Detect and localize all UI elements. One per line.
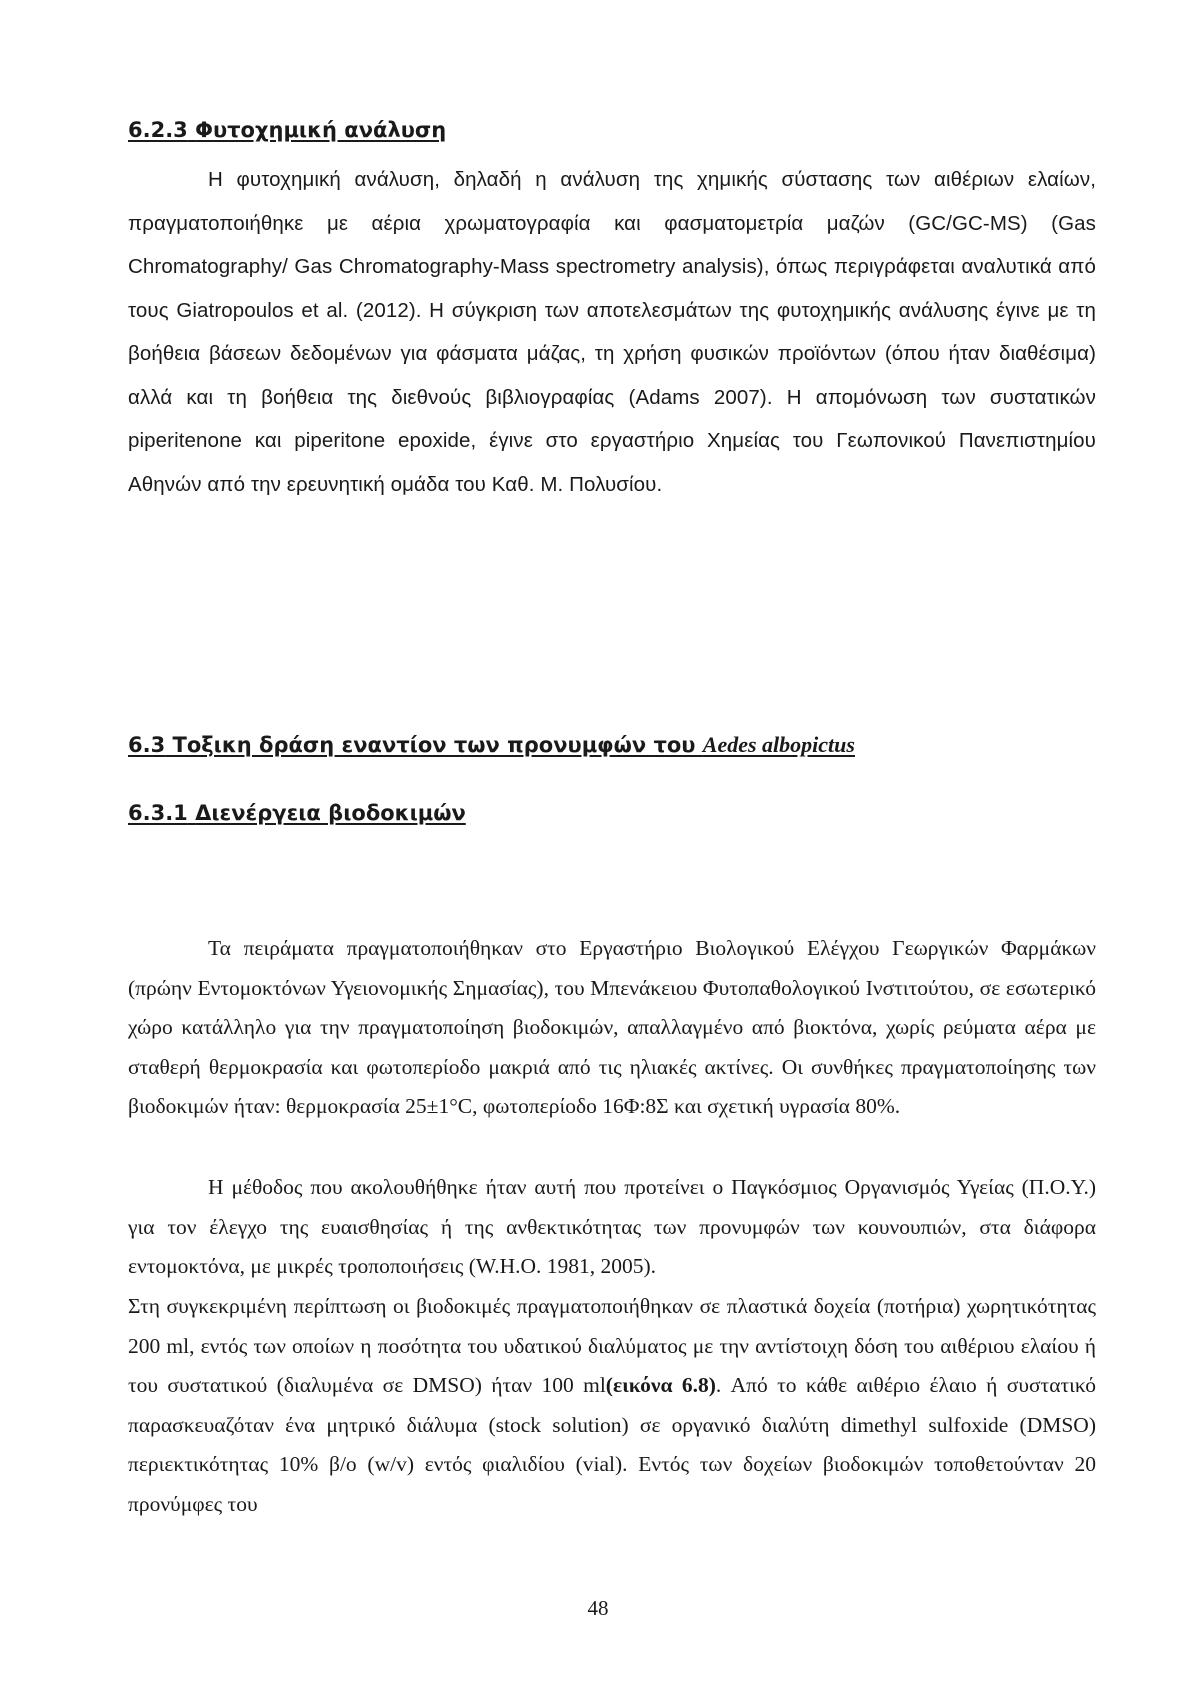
figure-reference: (εικόνα 6.8) (605, 1373, 716, 1398)
paragraph-bioassay-procedure (128, 1287, 1096, 1525)
paragraph-phytochemical-analysis: Η φυτοχημική ανάλυση, δηλαδή η ανάλυση της χημικής σύστασης των αιθέριων ελαίων, πραγματοποιήθηκε με αέρια χρωματογραφία και φασματομετρία μαζών (GC/GC-MS) (Gas Chromatography/ Gas Chromatography-Mass spectrometry analysis), όπως περιγράφεται αναλυτικά από τους Giatropoulos et al. (2012). Η σύγκριση των αποτελεσμάτων της φυτοχημικής ανάλυσης έγινε με τη βοήθεια βάσεων δεδομένων για φάσματα μάζας, τη χρήση φυσικών προϊόντων (όπου ήταν διαθέσιμα) αλλά και τη βοήθεια της διεθνούς βιβλιογραφίας (Adams 2007). Η απομόνωση των συστατικών piperitenone και piperitone epoxide, έγινε στο εργαστήριο Χημείας του Γεωπονικού Πανεπιστημίου Αθηνών από την ερευνητική ομάδα του Καθ. Μ. Πολυσίου. (128, 168, 1096, 496)
section-number: 6.3.1 (128, 801, 188, 825)
page-number: 48 (587, 1596, 609, 1620)
paragraph-experiment-conditions: Τα πειράματα πραγματοποιήθηκαν στο Εργαστήριο Βιολογικού Ελέγχου Γεωργικών Φαρμάκων (πρώην Εντομοκτόνων Υγειονομικής Σημασίας), του Μπενάκειου Φυτοπαθολογικού Ινστιτούτου, σε εσωτερικό χώρο κατάλληλο για την πραγματοποίηση βιοδοκιμών, απαλλαγμένο από βιοκτόνα, χωρίς ρεύματα αέρα με σταθερή θερμοκρασία και φωτοπερίοδο μακριά από τις ηλιακές ακτίνες. Οι συνθήκες πραγματοποίησης των βιοδοκιμών ήταν: θερμοκρασία 25±1°C, φωτοπερίοδο 16Φ:8Σ και σχετική υγρασία 80%. (128, 936, 1096, 1119)
species-name: Aedes albopictus (702, 732, 855, 757)
section-title: Φυτοχημική ανάλυση (195, 118, 447, 142)
section-number: 6.2.3 (128, 118, 188, 142)
section-title: Διενέργεια βιοδοκιμών (195, 801, 466, 825)
section-heading-6-3-1 (128, 801, 466, 825)
paragraph-method: Η μέθοδος που ακολουθήθηκε ήταν αυτή που προτείνει ο Παγκόσμιος Οργανισμός Υγείας (Π.Ο.Υ.) για τον έλεγχο της ευαισθησίας ή της ανθεκτικότητας των προνυμφών των κουνουπιών, στα διάφορα εντομοκτόνα, με μικρές τροποποιήσεις (W.H.O. 1981, 2005). (128, 1175, 1096, 1279)
paragraph-text-part-2: . Από το κάθε αιθέριο έλαιο ή συστατικό παρασκευαζόταν ένα μητρικό διάλυμα (stock solution) σε οργανικό διαλύτη dimethyl sulfoxide (DMSO) περιεκτικότητας 10% β/ο (w/v) εντός φιαλιδίου (vial). Εντός των δοχείων βιοδοκιμών τοποθετούνταν 20 προνύμφες του (128, 1373, 1096, 1516)
section-heading-6-3 (128, 732, 855, 758)
section-number: 6.3 (128, 733, 166, 757)
paragraph-text-part-1: Στη συγκεκριμένη περίπτωση οι βιοδοκιμές πραγματοποιήθηκαν σε πλαστικά δοχεία (ποτήρια) χωρητικότητας 200 ml, εντός των οποίων η ποσότητα του υδατικού διαλύματος με την αντίστοιχη δόση του αιθέριου ελαίου ή του συστατικού (διαλυμένα σε DMSO) ήταν 100 ml (128, 1294, 1096, 1398)
section-title: Τοξικη δράση εναντίον των προνυμφών του (172, 733, 696, 757)
section-heading-6-2-3 (128, 118, 446, 142)
